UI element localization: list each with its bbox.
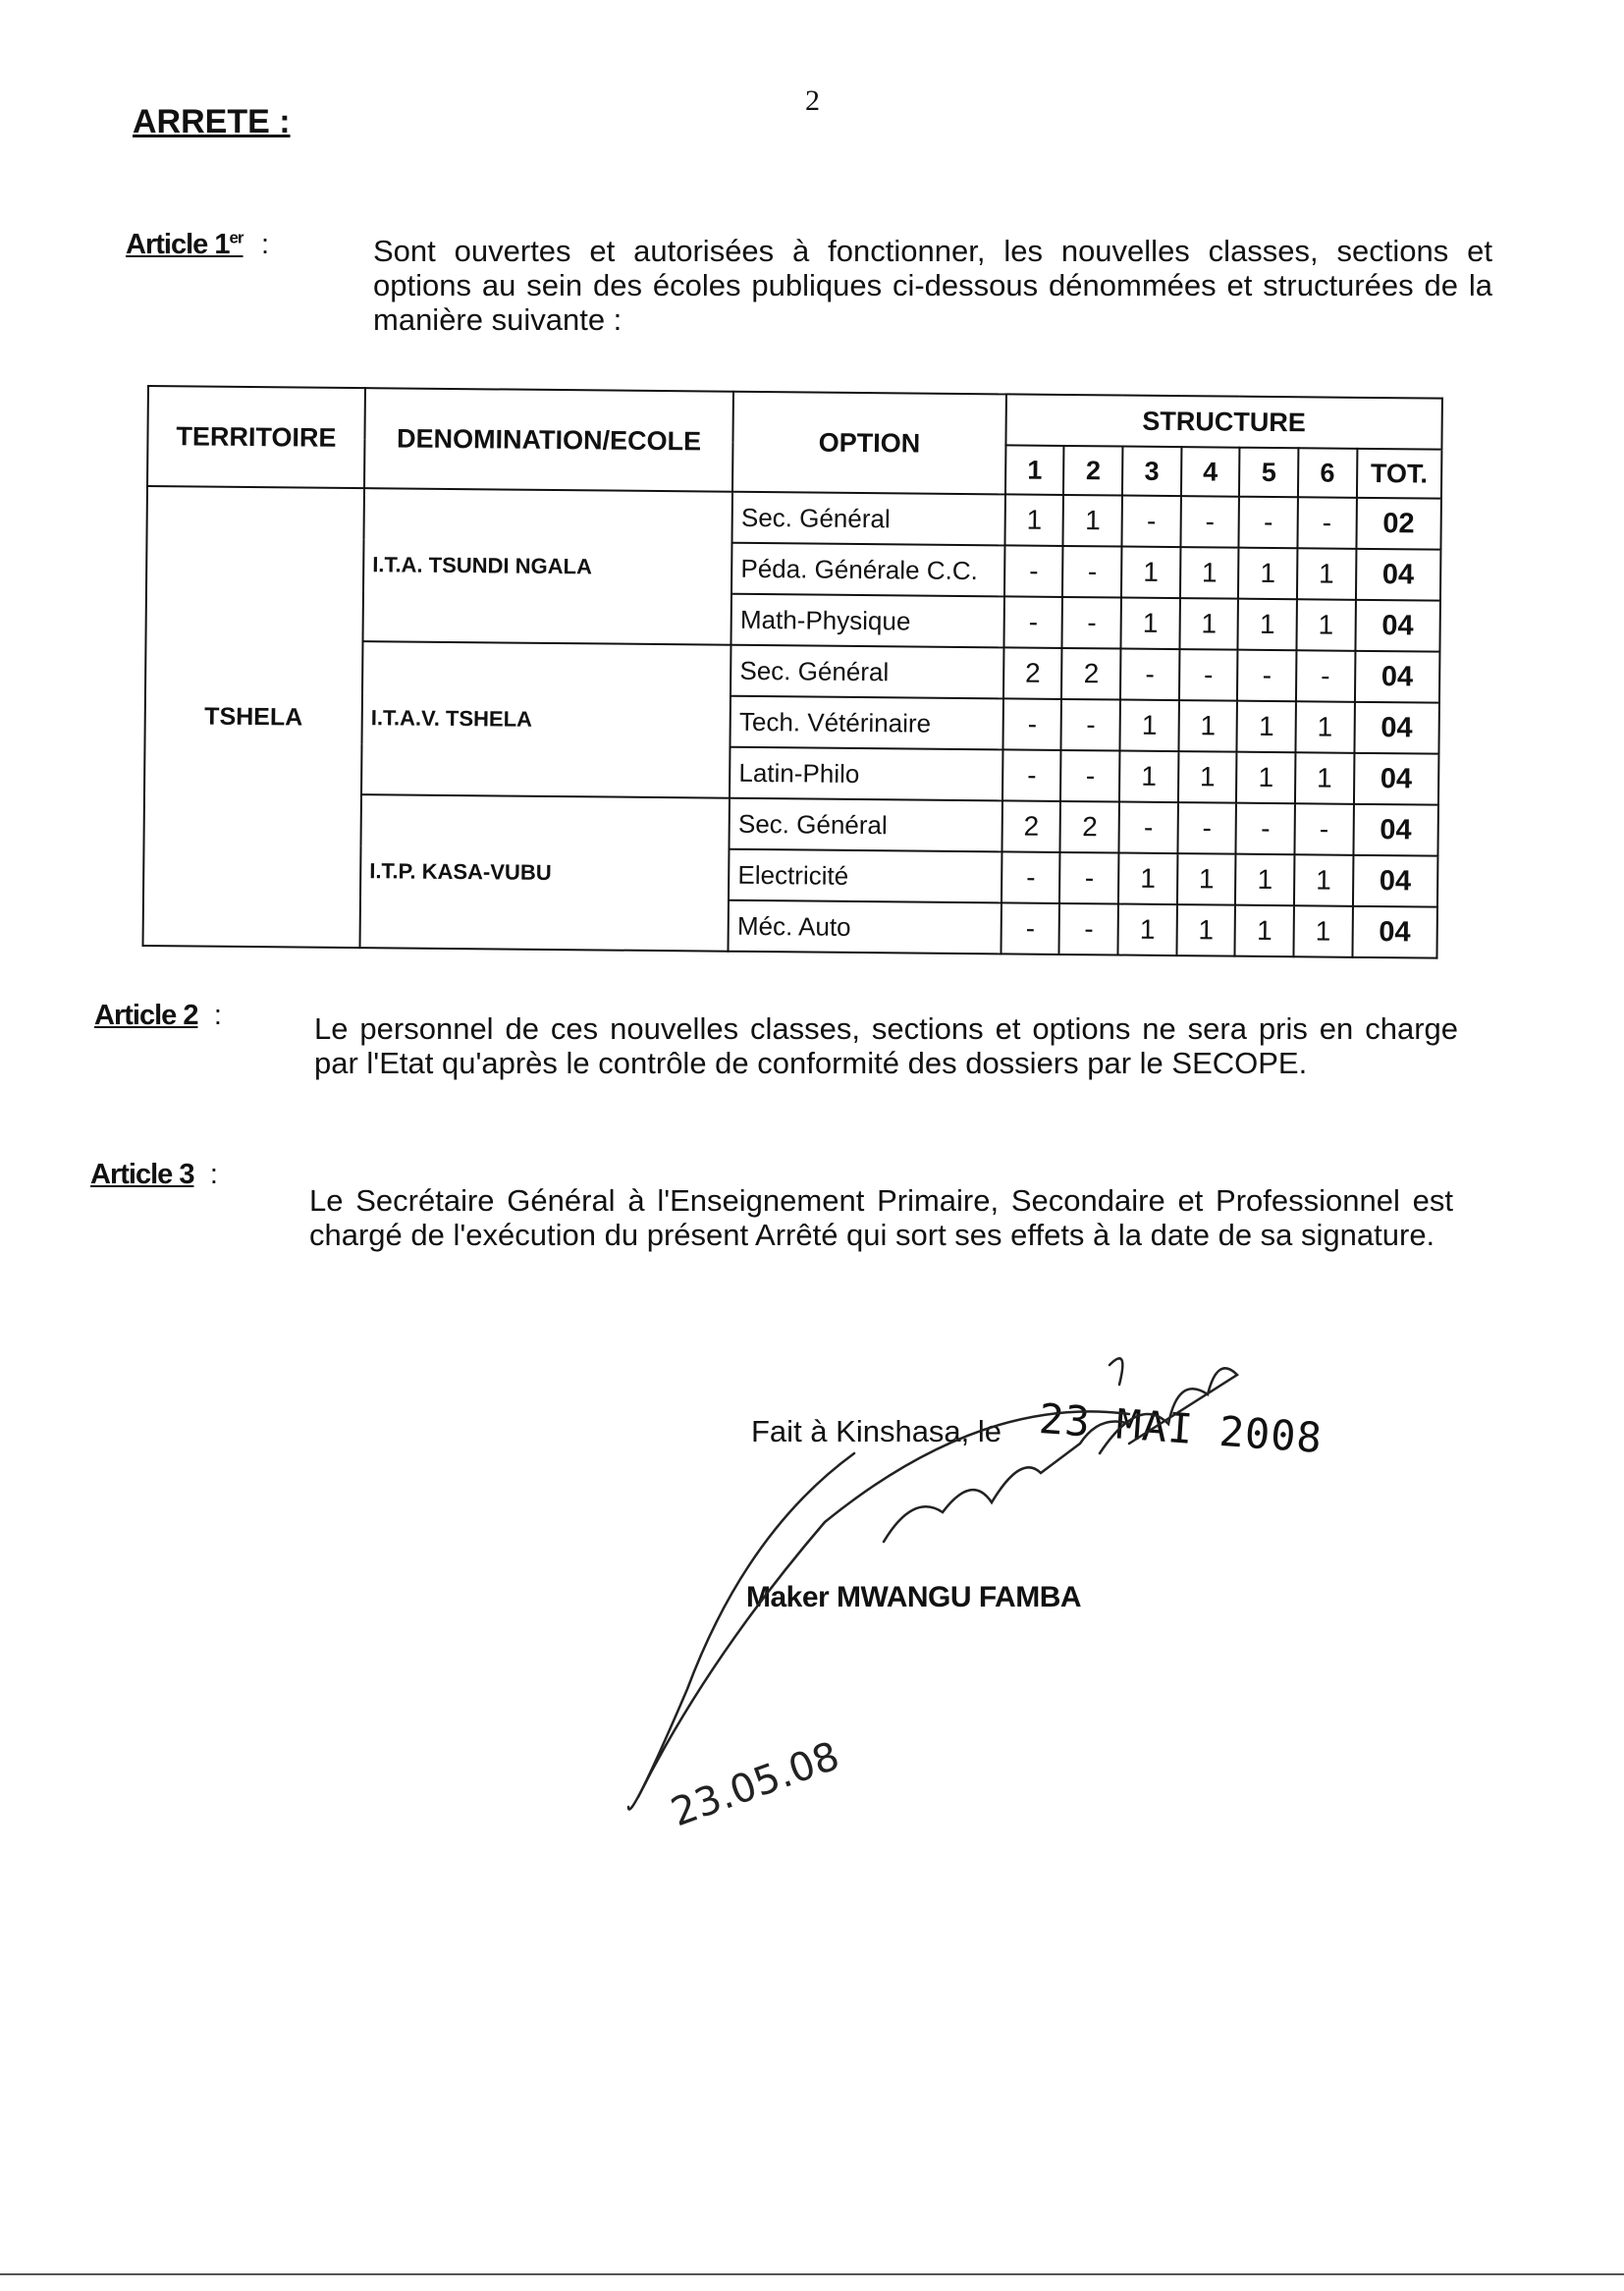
header-option: OPTION [732, 392, 1006, 495]
value-cell: 1 [1178, 751, 1237, 803]
value-cell: 1 [1293, 905, 1352, 957]
option-cell: Tech. Vétérinaire [731, 696, 1003, 750]
value-cell: - [1239, 497, 1298, 549]
value-cell: - [1120, 649, 1179, 701]
total-cell: 04 [1352, 906, 1437, 958]
total-cell: 04 [1355, 651, 1440, 703]
article2-colon: : [213, 1000, 222, 1031]
value-cell: 2 [1001, 800, 1060, 852]
value-cell: - [1059, 903, 1118, 955]
value-cell: - [1003, 596, 1062, 648]
value-cell: 1 [1176, 904, 1235, 956]
value-cell: - [1296, 650, 1355, 702]
article3-text: Le Secrétaire Général à l'Enseignement Primaire, Secondaire et Professionnel est chargé de l'exécution du présent Arrêté qui sort ses effets à la date de sa signature. [309, 1183, 1453, 1252]
signature-stroke [884, 1422, 1129, 1543]
signature-stroke [1110, 1358, 1122, 1385]
value-cell: - [1001, 851, 1060, 903]
value-cell: 1 [1119, 751, 1178, 803]
school-name: I.T.A.V. TSHELA [361, 641, 731, 798]
value-cell: 1 [1236, 752, 1295, 804]
header-col-2: 2 [1063, 446, 1122, 496]
value-cell: 1 [1237, 701, 1296, 753]
total-cell: 04 [1355, 600, 1440, 652]
option-cell: Latin-Philo [730, 747, 1002, 801]
value-cell: - [1180, 496, 1239, 548]
article1-text: Sont ouvertes et autorisées à fonctionner, les nouvelles classes, sections et options au sein des écoles publiques ci-dessous dénommées et structurées de la manière suivante : [373, 234, 1492, 337]
value-cell: 1 [1118, 904, 1177, 956]
value-cell: - [1002, 698, 1061, 750]
value-cell: - [1177, 802, 1236, 854]
header-territoire: TERRITOIRE [147, 386, 365, 488]
article2-label-text: Article 2 [94, 1000, 198, 1031]
value-cell: 1 [1180, 547, 1239, 599]
value-cell: 1 [1295, 701, 1354, 753]
signature-place: Fait à Kinshasa, le [751, 1414, 1002, 1448]
header-col-6: 6 [1298, 448, 1357, 498]
value-cell: - [1237, 650, 1296, 702]
header-structure: STRUCTURE [1005, 394, 1442, 449]
value-cell: 1 [1121, 598, 1180, 650]
total-cell: 04 [1354, 753, 1439, 805]
header-col-5: 5 [1239, 448, 1298, 498]
value-cell: - [1236, 803, 1295, 855]
header-denomination: DENOMINATION/ECOLE [364, 388, 733, 492]
school-name: I.T.P. KASA-VUBU [360, 794, 731, 952]
territoire-cell: TSHELA [143, 486, 364, 948]
value-cell: - [1060, 750, 1119, 802]
option-cell: Méc. Auto [729, 900, 1001, 955]
value-cell: 1 [1296, 599, 1355, 651]
value-cell: - [1122, 496, 1181, 548]
page-number: 2 [805, 84, 820, 117]
value-cell: 1 [1235, 854, 1294, 906]
article3-label-text: Article 3 [90, 1159, 194, 1190]
option-cell: Math-Physique [731, 594, 1004, 648]
value-cell: - [1297, 497, 1356, 549]
header-col-tot: TOT. [1357, 449, 1442, 499]
value-cell: - [1062, 546, 1121, 598]
value-cell: 2 [1061, 648, 1120, 700]
value-cell: 1 [1004, 494, 1063, 546]
total-cell: 04 [1356, 549, 1441, 601]
value-cell: 1 [1238, 548, 1297, 600]
value-cell: - [1061, 699, 1120, 751]
value-cell: 1 [1295, 752, 1354, 804]
article3-colon: : [209, 1159, 218, 1190]
article1-colon: : [260, 228, 270, 260]
total-cell: 02 [1356, 498, 1441, 550]
option-cell: Electricité [729, 849, 1001, 903]
document-heading: ARRETE : [133, 103, 291, 140]
value-cell: - [1062, 597, 1121, 649]
total-cell: 04 [1354, 702, 1439, 754]
value-cell: 1 [1238, 599, 1297, 651]
handwritten-date: 23.05.08 [665, 1733, 845, 1836]
article2-text: Le personnel de ces nouvelles classes, sections et options ne sera pris en charge par l'Etat qu'après le contrôle de conformité des dossiers par le SECOPE. [314, 1011, 1458, 1080]
date-stamp: 23 MAI 2008 [1037, 1394, 1325, 1463]
value-cell: - [1059, 852, 1118, 904]
signatory-name: Maker MWANGU FAMBA [746, 1581, 1082, 1613]
value-cell: 1 [1118, 853, 1177, 905]
option-cell: Sec. Général [730, 798, 1002, 852]
value-cell: 1 [1063, 495, 1122, 547]
value-cell: - [1294, 803, 1353, 855]
value-cell: - [1004, 545, 1063, 597]
signature-stroke [638, 1411, 1129, 1797]
option-cell: Péda. Générale C.C. [731, 543, 1004, 597]
value-cell: 2 [1060, 801, 1119, 853]
total-cell: 04 [1353, 855, 1438, 907]
value-cell: 1 [1235, 905, 1294, 957]
value-cell: 1 [1177, 853, 1236, 905]
header-col-3: 3 [1122, 447, 1181, 497]
header-col-4: 4 [1181, 447, 1240, 497]
value-cell: - [1119, 802, 1178, 854]
value-cell: 1 [1297, 548, 1356, 600]
total-cell: 04 [1353, 804, 1438, 856]
option-cell: Sec. Général [732, 492, 1005, 546]
bottom-border [0, 2273, 1624, 2275]
value-cell: - [1179, 649, 1238, 701]
school-name: I.T.A. TSUNDI NGALA [363, 488, 733, 645]
value-cell: 1 [1178, 700, 1237, 752]
value-cell: - [1001, 902, 1059, 955]
value-cell: 1 [1294, 854, 1353, 906]
value-cell: 1 [1179, 598, 1238, 650]
value-cell: 1 [1120, 700, 1179, 752]
article1-label-sup: er [229, 228, 244, 246]
header-col-1: 1 [1005, 445, 1064, 495]
value-cell: - [1002, 749, 1061, 801]
value-cell: 1 [1121, 547, 1180, 599]
option-cell: Sec. Général [731, 645, 1003, 699]
value-cell: 2 [1003, 647, 1062, 699]
article1-label-text: Article 1 [126, 228, 230, 260]
